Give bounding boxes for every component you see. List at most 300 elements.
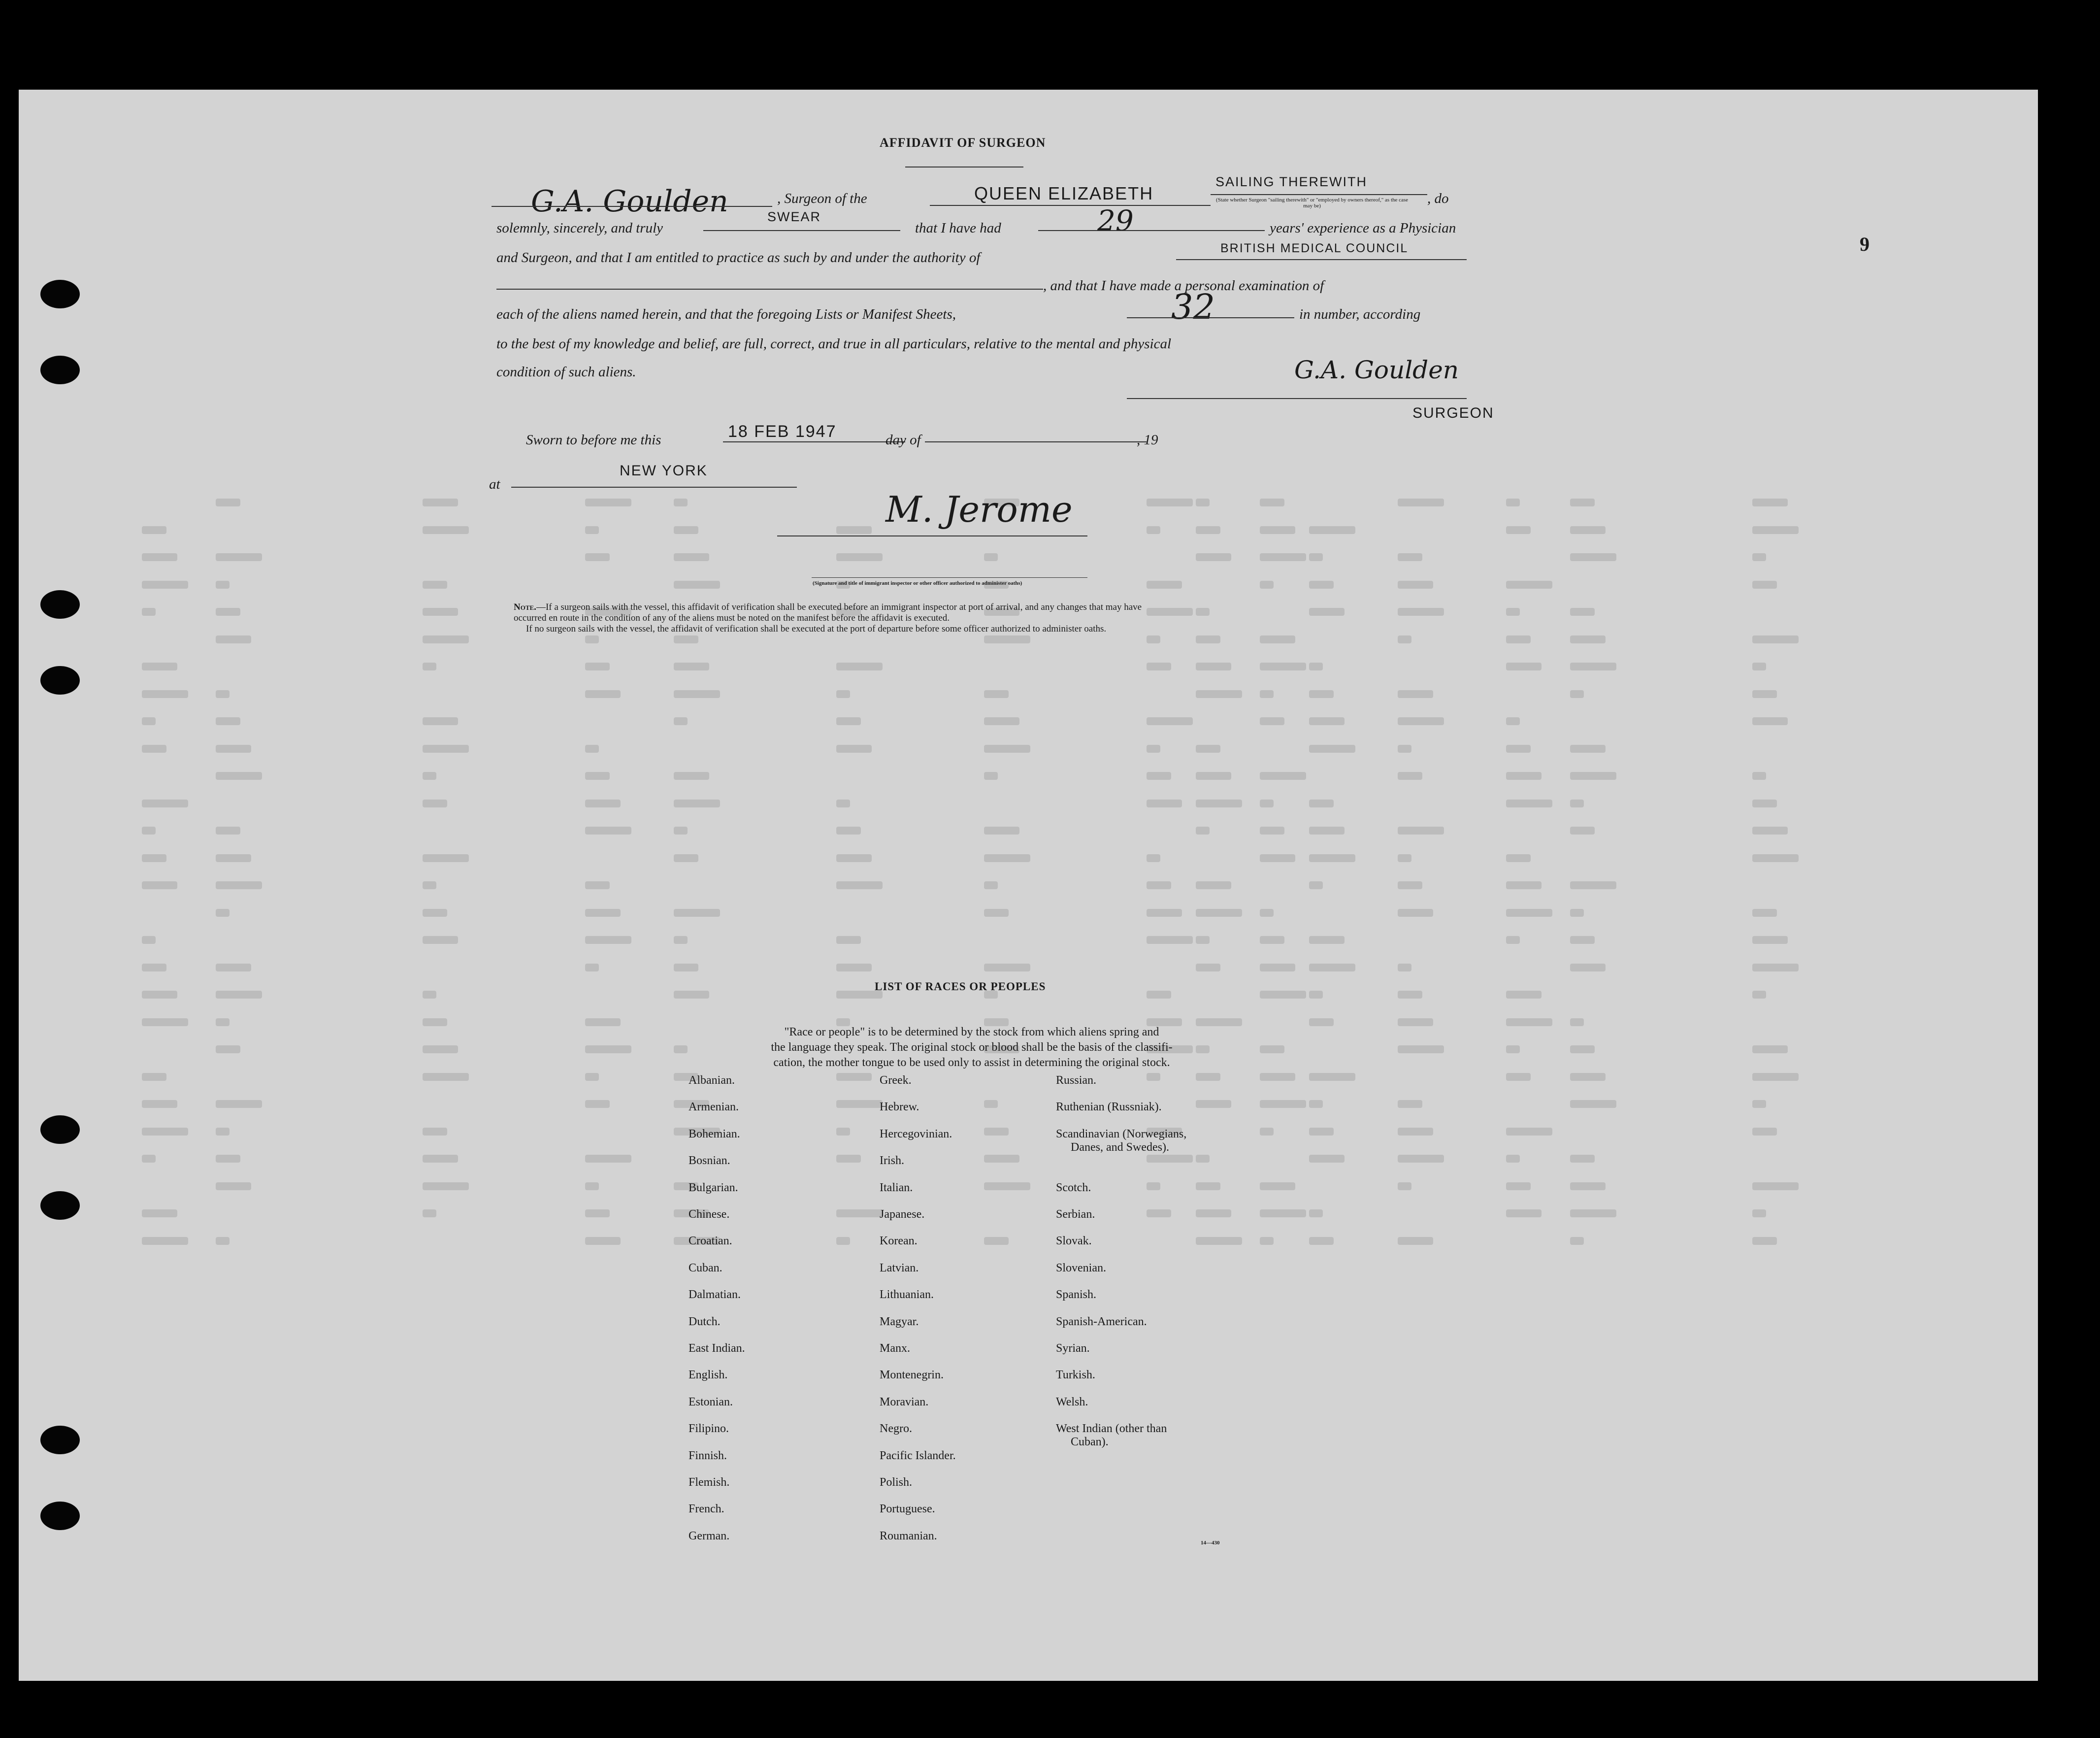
- years-line: [1038, 230, 1265, 231]
- bleed-mark: [836, 1100, 883, 1108]
- bleed-mark: [1147, 1073, 1160, 1081]
- bleed-mark: [1752, 964, 1799, 971]
- bleed-mark: [1752, 526, 1799, 534]
- bleed-mark: [423, 1128, 447, 1136]
- bleed-mark: [1260, 827, 1284, 835]
- bleed-mark: [1309, 663, 1323, 670]
- bleed-mark: [1570, 936, 1595, 944]
- bleed-mark: [142, 800, 188, 807]
- bleed-mark: [1506, 745, 1531, 753]
- bleed-mark: [216, 854, 251, 862]
- bleed-mark: [1570, 745, 1606, 753]
- bleed-mark: [674, 526, 698, 534]
- bleed-mark: [1506, 936, 1520, 944]
- bleed-mark: [423, 745, 469, 753]
- bleed-mark: [836, 745, 872, 753]
- bleed-mark: [142, 581, 188, 589]
- bleed-mark: [1196, 800, 1242, 807]
- bleed-mark: [1570, 1018, 1584, 1026]
- bleed-mark: [585, 635, 599, 643]
- bleed-mark: [1147, 635, 1160, 643]
- bleed-mark: [1752, 854, 1799, 862]
- bleed-mark: [142, 1209, 177, 1217]
- bleed-mark: [216, 909, 230, 917]
- years-experience: 29: [1097, 204, 1134, 237]
- bleed-mark: [1570, 553, 1616, 561]
- bleed-mark: [142, 526, 166, 534]
- races-intro-line-1: "Race or people" is to be determined by the stock from which aliens spring and: [784, 1026, 1159, 1038]
- bleed-mark: [674, 499, 688, 506]
- bleed-mark: [1147, 1209, 1171, 1217]
- bleed-mark: [1506, 854, 1531, 862]
- bleed-mark: [423, 635, 469, 643]
- bleed-mark: [1147, 608, 1193, 616]
- bleed-mark: [216, 827, 240, 835]
- bleed-mark: [674, 581, 720, 589]
- bleed-mark: [984, 881, 998, 889]
- bleed-mark: [216, 553, 262, 561]
- day-of-line: [925, 441, 1147, 442]
- bleed-mark: [1309, 581, 1334, 589]
- bleed-mark: [836, 553, 883, 561]
- race-item: Irish.: [880, 1154, 904, 1168]
- race-item: Japanese.: [880, 1208, 925, 1221]
- bleed-mark: [1570, 964, 1606, 971]
- bleed-mark: [216, 1018, 230, 1026]
- bleed-mark: [1570, 1209, 1616, 1217]
- bleed-mark: [423, 1018, 447, 1026]
- bleed-mark: [1260, 1073, 1295, 1081]
- bleed-mark: [1196, 936, 1210, 944]
- ship-name-line: [930, 205, 1211, 206]
- sheet-count: 32: [1171, 287, 1215, 327]
- bleed-mark: [1752, 663, 1766, 670]
- bleed-mark: [216, 581, 230, 589]
- bleed-mark: [1398, 553, 1422, 561]
- bleed-mark: [1260, 800, 1274, 807]
- bleed-mark: [1147, 909, 1182, 917]
- race-item: Manx.: [880, 1342, 910, 1355]
- bleed-mark: [142, 663, 177, 670]
- bleed-mark: [1506, 1128, 1552, 1136]
- bleed-mark: [1196, 1155, 1210, 1163]
- bleed-mark: [1752, 635, 1799, 643]
- bleed-mark: [1570, 526, 1606, 534]
- bleed-mark: [1260, 526, 1295, 534]
- bleed-mark: [142, 1128, 188, 1136]
- bleed-mark: [1147, 499, 1193, 506]
- bleed-mark: [1752, 717, 1788, 725]
- bleed-mark: [585, 663, 610, 670]
- race-item: Filipino.: [689, 1422, 729, 1436]
- race-item: Bohemian.: [689, 1127, 740, 1140]
- bleed-mark: [585, 881, 610, 889]
- bleed-mark: [1506, 991, 1542, 999]
- bleed-mark: [142, 745, 166, 753]
- bleed-mark: [1752, 1182, 1799, 1190]
- bleed-mark: [1260, 717, 1284, 725]
- bleed-mark: [984, 745, 1030, 753]
- bleed-mark: [1309, 1209, 1323, 1217]
- bleed-mark: [1398, 1018, 1433, 1026]
- bleed-mark: [1196, 964, 1220, 971]
- bleed-mark: [585, 1018, 621, 1026]
- bleed-mark: [1260, 909, 1274, 917]
- bleed-mark: [1570, 1155, 1595, 1163]
- bleed-mark: [1506, 499, 1520, 506]
- race-item: Cuban).: [1071, 1436, 1109, 1449]
- bleed-mark: [1752, 1128, 1777, 1136]
- bleed-mark: [216, 1155, 240, 1163]
- bleed-mark: [1570, 881, 1616, 889]
- bleed-mark: [1196, 663, 1231, 670]
- bleed-mark: [1506, 581, 1552, 589]
- race-item: Serbian.: [1056, 1208, 1095, 1221]
- bleed-mark: [1196, 635, 1220, 643]
- authority-continuation-line: [496, 289, 1043, 290]
- bleed-mark: [1398, 1128, 1433, 1136]
- bleed-mark: [585, 909, 621, 917]
- bleed-mark: [216, 881, 262, 889]
- bleed-mark: [1506, 663, 1542, 670]
- bleed-mark: [1398, 772, 1422, 780]
- bleed-mark: [1752, 772, 1766, 780]
- bleed-mark: [674, 772, 709, 780]
- bleed-mark: [1196, 1073, 1220, 1081]
- punch-hole: [40, 666, 80, 695]
- bleed-mark: [1309, 1073, 1355, 1081]
- race-item: Turkish.: [1056, 1369, 1095, 1382]
- race-item: Slovenian.: [1056, 1261, 1106, 1274]
- bleed-mark: [1570, 772, 1616, 780]
- bleed-mark: [142, 553, 177, 561]
- bleed-mark: [674, 827, 688, 835]
- bleed-mark: [836, 690, 850, 698]
- race-item: Chinese.: [689, 1208, 730, 1221]
- bleed-mark: [216, 1045, 240, 1053]
- bleed-mark: [423, 991, 436, 999]
- surgeon-name-line: [492, 206, 772, 207]
- race-item: Welsh.: [1056, 1395, 1088, 1408]
- bleed-mark: [1147, 745, 1160, 753]
- bleed-mark: [142, 854, 166, 862]
- bleed-mark: [1398, 1237, 1433, 1245]
- bleed-mark: [1309, 964, 1355, 971]
- bleed-mark: [1570, 827, 1595, 835]
- bleed-mark: [423, 1209, 436, 1217]
- ship-name: QUEEN ELIZABETH: [974, 183, 1154, 203]
- bleed-mark: [1506, 800, 1552, 807]
- bleed-mark: [216, 1100, 262, 1108]
- bleed-mark: [216, 499, 240, 506]
- bleed-mark: [1196, 745, 1220, 753]
- bleed-mark: [423, 581, 447, 589]
- note-line-1: [514, 602, 1142, 613]
- authority: BRITISH MEDICAL COUNCIL: [1220, 241, 1409, 255]
- bleed-mark: [836, 1128, 850, 1136]
- bleed-mark: [674, 909, 720, 917]
- bleed-mark: [674, 991, 709, 999]
- bleed-mark: [1196, 827, 1210, 835]
- race-item: Montenegrin.: [880, 1369, 944, 1382]
- bleed-mark: [984, 635, 1030, 643]
- bleed-mark: [984, 827, 1019, 835]
- bleed-mark: [1752, 909, 1777, 917]
- surgeon-signature: G.A. Goulden: [1294, 356, 1459, 384]
- bleed-mark: [836, 1209, 883, 1217]
- text-and-surgeon: and Surgeon, and that I am entitled to practice as such by and under the authority of: [496, 250, 981, 266]
- officer-caption-line: [812, 577, 1087, 578]
- bleed-mark: [142, 936, 156, 944]
- race-item: Greek.: [880, 1074, 912, 1087]
- bleed-mark: [1506, 608, 1520, 616]
- bleed-mark: [423, 1073, 469, 1081]
- race-item: West Indian (other than: [1056, 1422, 1167, 1436]
- bleed-mark: [1147, 1182, 1160, 1190]
- bleed-mark: [1196, 526, 1220, 534]
- bleed-mark: [836, 881, 883, 889]
- bleed-mark: [836, 936, 861, 944]
- race-item: Spanish.: [1056, 1288, 1097, 1302]
- bleed-mark: [1260, 499, 1284, 506]
- bleed-mark: [1260, 553, 1306, 561]
- race-item: Hercegovinian.: [880, 1127, 952, 1140]
- punch-hole: [40, 356, 80, 384]
- bleed-mark: [674, 964, 698, 971]
- bleed-mark: [423, 881, 436, 889]
- bleed-mark: [1147, 663, 1171, 670]
- officer-signature-line: [777, 535, 1087, 536]
- race-item: Italian.: [880, 1181, 913, 1194]
- bleed-mark: [1260, 581, 1274, 589]
- bleed-mark: [1260, 1237, 1274, 1245]
- bleed-mark: [1309, 854, 1355, 862]
- bleed-mark: [142, 1100, 177, 1108]
- text-best-knowledge: to the best of my knowledge and belief, are full, correct, and true in all particulars, relative to the mental and physical: [496, 336, 1172, 352]
- bleed-mark: [1260, 1045, 1284, 1053]
- bleed-mark: [423, 800, 447, 807]
- bleed-mark: [1398, 1155, 1444, 1163]
- text-surgeon-of-the: , Surgeon of the: [777, 191, 867, 206]
- bleed-mark: [142, 1018, 188, 1026]
- bleed-mark: [1398, 827, 1444, 835]
- race-item: Scandinavian (Norwegians,: [1056, 1127, 1187, 1140]
- punch-hole: [40, 590, 80, 619]
- bleed-mark: [1398, 717, 1444, 725]
- bleed-mark: [1752, 1209, 1766, 1217]
- race-item: Bulgarian.: [689, 1181, 738, 1194]
- bleed-mark: [1196, 1209, 1231, 1217]
- bleed-mark: [984, 1237, 1009, 1245]
- note-label: Note.: [514, 602, 536, 612]
- bleed-mark: [1752, 581, 1777, 589]
- bleed-mark: [216, 690, 230, 698]
- bleed-mark: [1196, 881, 1231, 889]
- bleed-mark: [984, 854, 1030, 862]
- bleed-mark: [142, 608, 156, 616]
- punch-hole: [40, 1191, 80, 1220]
- bleed-mark: [216, 1182, 251, 1190]
- race-item: German.: [689, 1529, 730, 1542]
- bleed-mark: [1398, 1045, 1444, 1053]
- bleed-mark: [836, 1073, 872, 1081]
- race-item: English.: [689, 1369, 728, 1382]
- oath-type: SWEAR: [767, 209, 821, 224]
- form-number: 14—430: [1201, 1540, 1220, 1546]
- race-item: Scotch.: [1056, 1181, 1091, 1194]
- bleed-mark: [216, 608, 240, 616]
- bleed-mark: [1309, 881, 1323, 889]
- text-that-i-have-had: that I have had: [915, 220, 1001, 236]
- bleed-mark: [1260, 690, 1274, 698]
- bleed-mark: [674, 663, 709, 670]
- bleed-mark: [1570, 1100, 1616, 1108]
- races-intro: [689, 1025, 1255, 1070]
- bleed-mark: [585, 1182, 599, 1190]
- bleed-mark: [1260, 1182, 1295, 1190]
- bleed-mark: [585, 1209, 610, 1217]
- bleed-mark: [1398, 745, 1411, 753]
- race-item: Russian.: [1056, 1074, 1097, 1087]
- bleed-mark: [984, 964, 1030, 971]
- bleed-mark: [1570, 499, 1595, 506]
- bleed-mark: [585, 964, 599, 971]
- bleed-mark: [423, 1155, 458, 1163]
- bleed-mark: [1196, 499, 1210, 506]
- bleed-mark: [1196, 608, 1210, 616]
- bleed-mark: [984, 1155, 1019, 1163]
- bleed-mark: [984, 772, 998, 780]
- race-item: Korean.: [880, 1235, 918, 1248]
- bleed-mark: [585, 745, 599, 753]
- bleed-mark: [142, 1073, 166, 1081]
- bleed-mark: [1309, 1128, 1334, 1136]
- bleed-mark: [1309, 1155, 1345, 1163]
- bleed-mark: [1260, 936, 1284, 944]
- signature-title: SURGEON: [1412, 405, 1494, 421]
- bleed-mark: [836, 964, 872, 971]
- officer-caption: (Signature and title of immigrant inspector or other officer authorized to administer oaths): [813, 580, 1022, 586]
- race-item: Finnish.: [689, 1449, 727, 1462]
- bleed-mark: [142, 1155, 156, 1163]
- bleed-mark: [1570, 635, 1606, 643]
- bleed-mark: [1309, 745, 1355, 753]
- bleed-mark: [1309, 690, 1334, 698]
- bleed-mark: [1260, 1128, 1274, 1136]
- sworn-date-line: [723, 441, 905, 442]
- bleed-mark: [1260, 1209, 1306, 1217]
- bleed-mark: [674, 717, 688, 725]
- bleed-mark: [836, 854, 872, 862]
- race-item: Hebrew.: [880, 1101, 919, 1114]
- text-solemnly: solemnly, sincerely, and truly: [496, 220, 663, 236]
- bleed-mark: [1309, 1237, 1334, 1245]
- bleed-mark: [1260, 854, 1295, 862]
- punch-hole: [40, 1426, 80, 1454]
- surgeon-name-handwritten: G.A. Goulden: [531, 184, 728, 219]
- bleed-mark: [1752, 1045, 1788, 1053]
- bleed-mark: [836, 717, 861, 725]
- race-item: Flemish.: [689, 1476, 730, 1489]
- bleed-mark: [423, 499, 458, 506]
- bleed-mark: [1309, 827, 1345, 835]
- bleed-mark: [1147, 1155, 1193, 1163]
- year-prefix: , 19: [1137, 432, 1158, 448]
- bleed-mark: [585, 1073, 599, 1081]
- bleed-mark: [1147, 881, 1171, 889]
- races-intro-line-3: cation, the mother tongue to be used only to assist in determining the original stock.: [773, 1056, 1170, 1069]
- race-item: Cuban.: [689, 1261, 722, 1274]
- note-line-3: If no surgeon sails with the vessel, the affidavit of verification shall be executed at the port of departure before some officer authorized to administer oaths.: [526, 624, 1107, 634]
- bleed-mark: [585, 1155, 631, 1163]
- bleed-mark: [1309, 936, 1345, 944]
- bleed-mark: [1196, 909, 1242, 917]
- race-item: Negro.: [880, 1422, 912, 1436]
- bleed-mark: [1506, 1182, 1531, 1190]
- affidavit-title: AFFIDAVIT OF SURGEON: [880, 135, 1046, 150]
- bleed-mark: [1260, 772, 1306, 780]
- bleed-mark: [585, 772, 610, 780]
- bleed-mark: [1309, 1100, 1323, 1108]
- bleed-mark: [216, 1128, 230, 1136]
- bleed-mark: [423, 854, 469, 862]
- bleed-mark: [1147, 991, 1171, 999]
- bleed-mark: [1398, 635, 1411, 643]
- bleed-mark: [836, 663, 883, 670]
- bleed-mark: [585, 800, 621, 807]
- bleed-mark: [216, 991, 262, 999]
- bleed-mark: [1570, 690, 1584, 698]
- punch-hole: [40, 1115, 80, 1144]
- bleed-mark: [674, 690, 720, 698]
- bleed-mark: [1570, 608, 1595, 616]
- bleed-mark: [1506, 772, 1542, 780]
- bleed-mark: [423, 772, 436, 780]
- bleed-mark: [216, 772, 262, 780]
- signature-line: [1127, 398, 1467, 399]
- bleed-mark: [836, 827, 861, 835]
- sworn-date: 18 FEB 1947: [728, 422, 837, 441]
- bleed-mark: [1147, 526, 1160, 534]
- sailing-status: SAILING THEREWITH: [1215, 174, 1368, 189]
- race-item: Pacific Islander.: [880, 1449, 956, 1462]
- bleed-mark: [1196, 772, 1231, 780]
- races-title: LIST OF RACES OR PEOPLES: [875, 980, 1046, 993]
- text-condition: condition of such aliens.: [496, 364, 636, 380]
- bleed-mark: [1398, 854, 1411, 862]
- bleed-mark: [984, 1128, 1009, 1136]
- bleed-mark: [1398, 1182, 1411, 1190]
- manifest-sheet: [19, 90, 2038, 1681]
- bleed-mark: [1398, 499, 1444, 506]
- bleed-mark: [142, 991, 177, 999]
- race-item: Dalmatian.: [689, 1288, 741, 1302]
- bleed-mark: [1506, 1018, 1552, 1026]
- bleed-mark: [674, 854, 698, 862]
- bleed-mark: [1506, 717, 1520, 725]
- bleed-mark: [216, 1237, 230, 1245]
- bleed-mark: [984, 553, 998, 561]
- race-item: East Indian.: [689, 1342, 745, 1355]
- bleed-mark: [423, 526, 469, 534]
- bleed-mark: [1309, 717, 1345, 725]
- bleed-mark: [1752, 936, 1788, 944]
- bleed-mark: [1752, 800, 1777, 807]
- bleed-mark: [1506, 1045, 1520, 1053]
- text-in-number: in number, according: [1299, 306, 1421, 322]
- bleed-mark: [423, 608, 458, 616]
- race-item: Portuguese.: [880, 1503, 935, 1516]
